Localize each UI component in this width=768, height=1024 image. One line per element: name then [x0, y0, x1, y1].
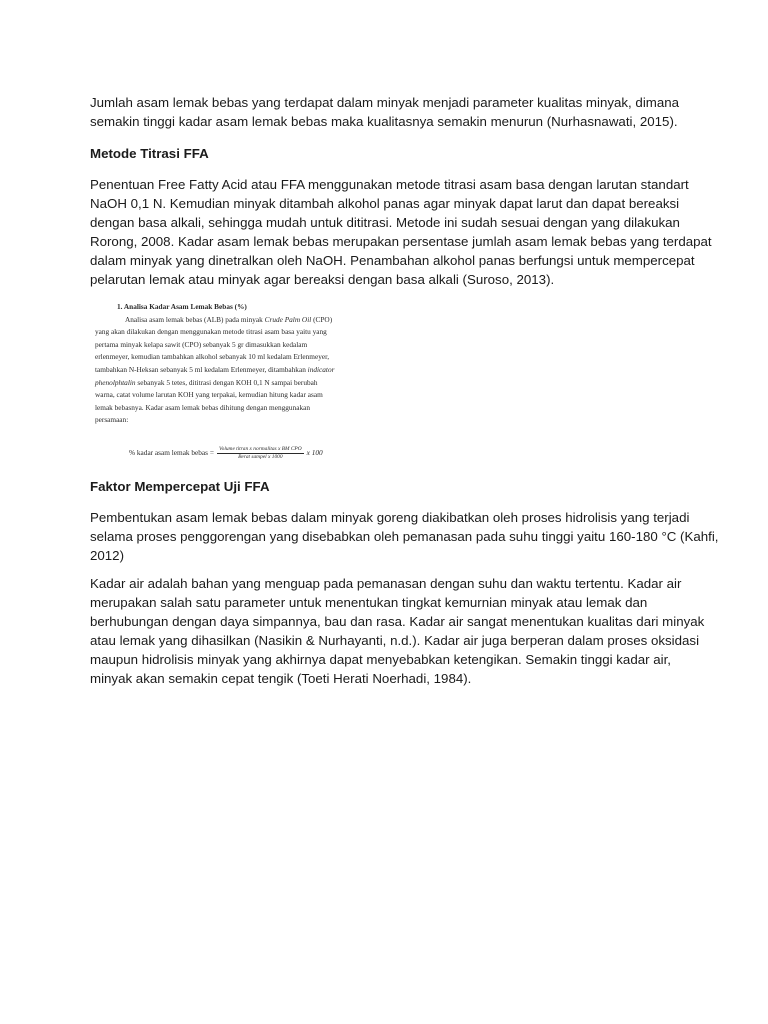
- text-line: Kadar air adalah bahan yang menguap pada pemanasan dengan suhu dan waktu tertentu. Kadar air: [90, 576, 682, 591]
- text-line: atau lemak yang dihasilkan (Nasikin & Nurhayanti, n.d.). Kadar air juga berperan dalam proses oksidasi: [90, 633, 700, 648]
- excerpt-line: yang akan dilakukan dengan menggunakan metode titrasi asam basa yaitu yang: [95, 327, 327, 337]
- excerpt-text: sebanyak 5 tetes, dititrasi dengan KOH 0,1 N sampai berubah: [135, 377, 318, 387]
- excerpt-line: pertama minyak kelapa sawit (CPO) sebanyak 5 gr dimasukkan kedalam: [95, 339, 308, 349]
- intro-paragraph: [90, 93, 690, 131]
- section-heading-faktor-uji: Faktor Mempercepat Uji FFA: [90, 479, 270, 494]
- faktor-paragraph-2: [90, 574, 705, 688]
- excerpt-line: persamaan:: [95, 415, 129, 425]
- text-line: Rorong, 2008. Kadar asam lemak bebas merupakan persentase jumlah asam lemak bebas yang terdapat: [90, 234, 712, 249]
- section-heading-metode-titrasi: Metode Titrasi FFA: [90, 146, 209, 161]
- text-line: merupakan salah satu parameter untuk menentukan tingkat kemurnian minyak atau lemak dan: [90, 595, 648, 610]
- metode-titrasi-paragraph: [90, 175, 712, 289]
- ffa-formula: [129, 446, 323, 461]
- text-line: selama proses penggorengan yang disebabkan oleh pemanasan pada suhu tinggi yaitu 160-180 °C (Kahfi,: [90, 529, 719, 544]
- formula-rhs: x 100: [306, 448, 323, 458]
- text-line: maupun hidrolisis minyak yang akhirnya dapat menyebabkan ketengikan. Semakin tinggi kadar air,: [90, 652, 671, 667]
- formula-denominator: Berat sampel x 1000: [238, 454, 283, 460]
- text-line: pelarutan lemak atau minyak agar bereaksi dengan basa alkali (Suroso, 2013).: [90, 272, 555, 287]
- text-line: berhubungan dengan daya simpannya, bau dan rasa. Kadar air sangat menentukan kualitas dari minyak: [90, 614, 705, 629]
- formula-lhs: % kadar asam lemak bebas =: [129, 448, 214, 458]
- excerpt-line: [95, 377, 395, 390]
- excerpt-line: [95, 314, 395, 327]
- text-line: dalam minyak yang dinetralkan oleh NaOH. Penambahan alkohol panas berfungsi untuk mempercepat: [90, 253, 695, 268]
- excerpt-text: Analisa asam lemak bebas (ALB) pada minyak: [125, 314, 265, 324]
- excerpt-text: tambahkan N-Heksan sebanyak 5 ml kedalam Erlenmeyer, ditambahkan: [95, 365, 308, 374]
- excerpt-italic-text: indicator: [307, 365, 335, 374]
- excerpt-line: warna, catat volume larutan KOH yang terpakai, kemudian hitung kadar asam: [95, 390, 323, 400]
- text-line: dengan basa alkali, sehingga mudah untuk dititrasi. Metode ini sudah sesuai dengan yang dilakukan: [90, 215, 680, 230]
- formula-fraction: [217, 446, 304, 461]
- faktor-paragraph-1: [90, 508, 719, 565]
- excerpt-title: 1. Analisa Kadar Asam Lemak Bebas (%): [117, 302, 247, 311]
- text-line: Pembentukan asam lemak bebas dalam minyak goreng diakibatkan oleh proses hidrolisis yang terjadi: [90, 510, 690, 525]
- excerpt-italic-text: phenolphtalin: [95, 377, 136, 387]
- excerpt-line: erlenmeyer, kemudian tambahkan alkohol sebanyak 10 ml kedalam Erlenmeyer,: [95, 352, 330, 362]
- text-line: 2012): [90, 548, 125, 563]
- excerpt-text: (CPO): [311, 314, 333, 324]
- text-line: Jumlah asam lemak bebas yang terdapat dalam minyak menjadi parameter kualitas minyak, dimana: [90, 95, 680, 110]
- text-line: minyak akan semakin cepat tengik (Toeti Herati Noerhadi, 1984).: [90, 671, 472, 686]
- excerpt-italic-text: Crude Palm Oil: [264, 314, 312, 324]
- excerpt-line: lemak bebasnya. Kadar asam lemak bebas dihitung dengan menggunakan: [95, 402, 310, 412]
- text-line: Penentuan Free Fatty Acid atau FFA menggunakan metode titrasi asam basa dengan larutan standart: [90, 177, 689, 192]
- text-line: semakin tinggi kadar asam lemak bebas maka kualitasnya semakin menurun (Nurhasnawati, 2015).: [90, 114, 678, 129]
- text-line: NaOH 0,1 N. Kemudian minyak ditambah alkohol panas agar minyak dapat larut dan dapat bereaksi: [90, 196, 680, 211]
- document-page: [90, 93, 719, 688]
- embedded-excerpt-image: [95, 301, 395, 465]
- excerpt-line: [95, 364, 395, 377]
- formula-numerator: Volume titran x normalitas x BM CPO: [218, 446, 302, 452]
